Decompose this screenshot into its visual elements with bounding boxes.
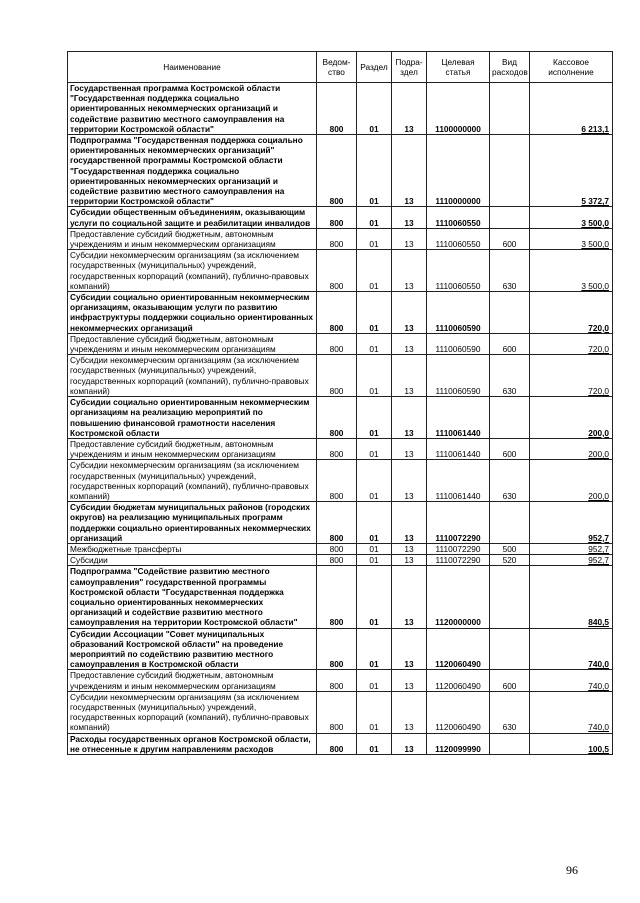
cash-value: 720,0	[588, 344, 609, 355]
cell-name: Субсидии социально ориентированным некоммерческим организациям, оказывающим услуги по развитию инфраструктуры поддержки социально ориентированных некоммерческих организаций	[68, 292, 317, 334]
cell-subsection: 13	[392, 292, 427, 334]
cell-dept: 800	[317, 207, 357, 228]
cell-exp-type: 630	[490, 250, 530, 292]
cell-target: 1110072290	[427, 555, 490, 566]
cell-exp-type	[490, 83, 530, 135]
cell-cash	[530, 397, 613, 439]
cell-name: Подпрограмма "Государственная поддержка социально ориентированных некоммерческих организаций" государственной программы Костромской области "Государственная поддержка социально ориентированных некоммерческих организаций и содействие развитию местного самоуправления на территории Костромской области"	[68, 135, 317, 207]
cell-target: 1120060490	[427, 628, 490, 670]
cell-cash	[530, 333, 613, 354]
cell-cash	[530, 502, 613, 544]
cell-target: 1110060590	[427, 355, 490, 397]
table-row	[68, 438, 613, 459]
table-row	[68, 397, 613, 439]
cell-dept: 800	[317, 292, 357, 334]
cell-cash	[530, 355, 613, 397]
cell-target: 1110060590	[427, 292, 490, 334]
cell-section: 01	[357, 228, 392, 249]
cell-subsection: 13	[392, 733, 427, 754]
cell-dept: 800	[317, 228, 357, 249]
cell-exp-type: 500	[490, 543, 530, 554]
page-number: 96	[566, 863, 578, 877]
cash-value: 720,0	[588, 385, 609, 396]
cell-subsection: 13	[392, 670, 427, 691]
header-name: Наименование	[68, 52, 317, 83]
cell-section: 01	[357, 543, 392, 554]
cell-subsection: 13	[392, 460, 427, 502]
cash-value: 952,7	[588, 543, 609, 554]
cell-subsection: 13	[392, 566, 427, 628]
cell-subsection: 13	[392, 355, 427, 397]
cell-name: Предоставление субсидий бюджетным, автономным учреждениям и иным некоммерческим организациям	[68, 228, 317, 249]
cell-section: 01	[357, 397, 392, 439]
cell-name: Субсидии Ассоциации "Совет муниципальных образований Костромской области" на проведение мероприятий по содействию развитию местного самоуправления в Костромской области	[68, 628, 317, 670]
cell-section: 01	[357, 207, 392, 228]
cell-dept: 800	[317, 250, 357, 292]
table-row	[68, 228, 613, 249]
cell-subsection: 13	[392, 250, 427, 292]
cell-target: 1120099990	[427, 733, 490, 754]
cell-subsection: 13	[392, 397, 427, 439]
cell-section: 01	[357, 502, 392, 544]
cell-cash	[530, 250, 613, 292]
cash-value: 720,0	[588, 322, 609, 333]
cell-dept: 800	[317, 628, 357, 670]
cell-cash	[530, 135, 613, 207]
cell-target: 1110061440	[427, 460, 490, 502]
cell-cash	[530, 83, 613, 135]
cell-name: Субсидии некоммерческим организациям (за исключением государственных (муниципальных) учреждений, государственных корпораций (компаний), публично-правовых компаний)	[68, 355, 317, 397]
cash-value: 740,0	[588, 722, 609, 733]
cell-exp-type: 600	[490, 228, 530, 249]
cash-value: 3 500,0	[581, 280, 609, 291]
cell-exp-type	[490, 135, 530, 207]
cell-cash	[530, 670, 613, 691]
table-row	[68, 207, 613, 228]
table-row	[68, 670, 613, 691]
cell-exp-type	[490, 628, 530, 670]
cell-dept: 800	[317, 543, 357, 554]
table-row	[68, 543, 613, 554]
cell-name: Субсидии некоммерческим организациям (за исключением государственных (муниципальных) учреждений, государственных корпораций (компаний), публично-правовых компаний)	[68, 691, 317, 733]
cell-section: 01	[357, 566, 392, 628]
cell-exp-type	[490, 397, 530, 439]
cell-subsection: 13	[392, 207, 427, 228]
cell-target: 1110060550	[427, 228, 490, 249]
cash-value: 6 213,1	[581, 123, 609, 134]
cell-exp-type: 630	[490, 691, 530, 733]
cell-name: Субсидии некоммерческим организациям (за исключением государственных (муниципальных) учреждений, государственных корпораций (компаний), публично-правовых компаний)	[68, 250, 317, 292]
table-row	[68, 502, 613, 544]
cell-dept: 800	[317, 397, 357, 439]
cell-subsection: 13	[392, 438, 427, 459]
cell-subsection: 13	[392, 543, 427, 554]
budget-table	[67, 51, 613, 755]
cash-value: 200,0	[588, 427, 609, 438]
table-row	[68, 355, 613, 397]
cell-section: 01	[357, 691, 392, 733]
cell-target: 1110072290	[427, 543, 490, 554]
cell-section: 01	[357, 733, 392, 754]
cell-target: 1110060590	[427, 333, 490, 354]
cell-exp-type: 600	[490, 438, 530, 459]
table-row	[68, 83, 613, 135]
table-row	[68, 566, 613, 628]
cell-name: Расходы государственных органов Костромской области, не отнесенные к другим направлениям расходов	[68, 733, 317, 754]
header-target: Целевая статья	[427, 52, 490, 83]
table-row	[68, 691, 613, 733]
cell-cash	[530, 555, 613, 566]
header-cash: Кассовое исполнение	[530, 52, 613, 83]
cell-section: 01	[357, 250, 392, 292]
cell-dept: 800	[317, 733, 357, 754]
cash-value: 100,5	[588, 743, 609, 754]
cell-target: 1100000000	[427, 83, 490, 135]
table-row	[68, 733, 613, 754]
cell-exp-type	[490, 207, 530, 228]
cell-section: 01	[357, 555, 392, 566]
cell-cash	[530, 691, 613, 733]
header-dept: Ведом-ство	[317, 52, 357, 83]
cell-name: Подпрограмма "Содействие развитию местного самоуправления" государственной программы Костромской области "Государственная поддержка социально ориентированных некоммерческих организаций и содействие развитию местного самоуправления на территории Костромской области"	[68, 566, 317, 628]
cell-name: Межбюджетные трансферты	[68, 543, 317, 554]
cell-subsection: 13	[392, 628, 427, 670]
cell-cash	[530, 460, 613, 502]
table-row	[68, 460, 613, 502]
cell-dept: 800	[317, 555, 357, 566]
cell-target: 1120060490	[427, 670, 490, 691]
table-body	[68, 83, 613, 755]
cell-exp-type: 520	[490, 555, 530, 566]
table-row	[68, 333, 613, 354]
cell-target: 1110060550	[427, 207, 490, 228]
cell-subsection: 13	[392, 83, 427, 135]
cell-name: Субсидии некоммерческим организациям (за исключением государственных (муниципальных) учреждений, государственных корпораций (компаний), публично-правовых компаний)	[68, 460, 317, 502]
cell-cash	[530, 543, 613, 554]
cell-target: 1120000000	[427, 566, 490, 628]
cell-section: 01	[357, 438, 392, 459]
table-header-row	[68, 52, 613, 83]
cell-subsection: 13	[392, 228, 427, 249]
cell-exp-type	[490, 733, 530, 754]
cell-target: 1110061440	[427, 397, 490, 439]
cell-name: Предоставление субсидий бюджетным, автономным учреждениям и иным некоммерческим организациям	[68, 438, 317, 459]
cell-cash	[530, 207, 613, 228]
header-subsection: Подра-здел	[392, 52, 427, 83]
cash-value: 952,7	[588, 555, 609, 566]
cash-value: 3 500,0	[581, 239, 609, 250]
cell-cash	[530, 566, 613, 628]
table-row	[68, 250, 613, 292]
cell-name: Предоставление субсидий бюджетным, автономным учреждениям и иным некоммерческим организациям	[68, 333, 317, 354]
cell-dept: 800	[317, 333, 357, 354]
cell-name: Субсидии бюджетам муниципальных районов (городских округов) на реализацию муниципальных программ поддержки социально ориентированных некоммерческих организаций	[68, 502, 317, 544]
cell-exp-type	[490, 502, 530, 544]
cell-section: 01	[357, 355, 392, 397]
cell-dept: 800	[317, 670, 357, 691]
cell-target: 1110072290	[427, 502, 490, 544]
cell-exp-type	[490, 566, 530, 628]
table-row	[68, 628, 613, 670]
cell-section: 01	[357, 333, 392, 354]
cell-dept: 800	[317, 438, 357, 459]
cash-value: 840,5	[588, 617, 609, 628]
cash-value: 740,0	[588, 680, 609, 691]
cell-name: Субсидии общественным объединениям, оказывающим услуги по социальной защите и реабилитации инвалидов	[68, 207, 317, 228]
cell-cash	[530, 292, 613, 334]
cell-dept: 800	[317, 135, 357, 207]
cell-name: Субсидии социально ориентированным некоммерческим организациям на реализацию мероприятий по повышению финансовой грамотности населения Костромской области	[68, 397, 317, 439]
table-row	[68, 555, 613, 566]
cell-target: 1110061440	[427, 438, 490, 459]
cell-cash	[530, 228, 613, 249]
cell-section: 01	[357, 292, 392, 334]
cell-cash	[530, 438, 613, 459]
cell-target: 1110060550	[427, 250, 490, 292]
table-row	[68, 292, 613, 334]
cell-dept: 800	[317, 355, 357, 397]
cell-subsection: 13	[392, 135, 427, 207]
cell-exp-type	[490, 292, 530, 334]
cell-dept: 800	[317, 83, 357, 135]
table-row	[68, 135, 613, 207]
cell-exp-type: 600	[490, 333, 530, 354]
cell-dept: 800	[317, 460, 357, 502]
cash-value: 952,7	[588, 532, 609, 543]
header-exp-type: Вид расходов	[490, 52, 530, 83]
cell-subsection: 13	[392, 691, 427, 733]
cell-section: 01	[357, 670, 392, 691]
cell-section: 01	[357, 628, 392, 670]
header-section: Раздел	[357, 52, 392, 83]
cell-name: Предоставление субсидий бюджетным, автономным учреждениям и иным некоммерческим организациям	[68, 670, 317, 691]
cell-exp-type: 630	[490, 355, 530, 397]
cell-section: 01	[357, 135, 392, 207]
cash-value: 740,0	[588, 659, 609, 670]
cell-subsection: 13	[392, 333, 427, 354]
cell-cash	[530, 628, 613, 670]
cell-name: Государственная программа Костромской области "Государственная поддержка социально ориентированных некоммерческих организаций и содействие развитию местного самоуправления на территории Костромской области"	[68, 83, 317, 135]
cell-name: Субсидии	[68, 555, 317, 566]
cell-dept: 800	[317, 691, 357, 733]
cell-exp-type: 630	[490, 460, 530, 502]
cell-subsection: 13	[392, 555, 427, 566]
cell-dept: 800	[317, 502, 357, 544]
cell-cash	[530, 733, 613, 754]
cell-section: 01	[357, 83, 392, 135]
cell-target: 1120060490	[427, 691, 490, 733]
cash-value: 3 500,0	[581, 217, 609, 228]
cell-subsection: 13	[392, 502, 427, 544]
cell-section: 01	[357, 460, 392, 502]
cell-target: 1110000000	[427, 135, 490, 207]
cash-value: 200,0	[588, 490, 609, 501]
cash-value: 5 372,7	[581, 196, 609, 207]
cash-value: 200,0	[588, 449, 609, 460]
cell-exp-type: 600	[490, 670, 530, 691]
cell-dept: 800	[317, 566, 357, 628]
